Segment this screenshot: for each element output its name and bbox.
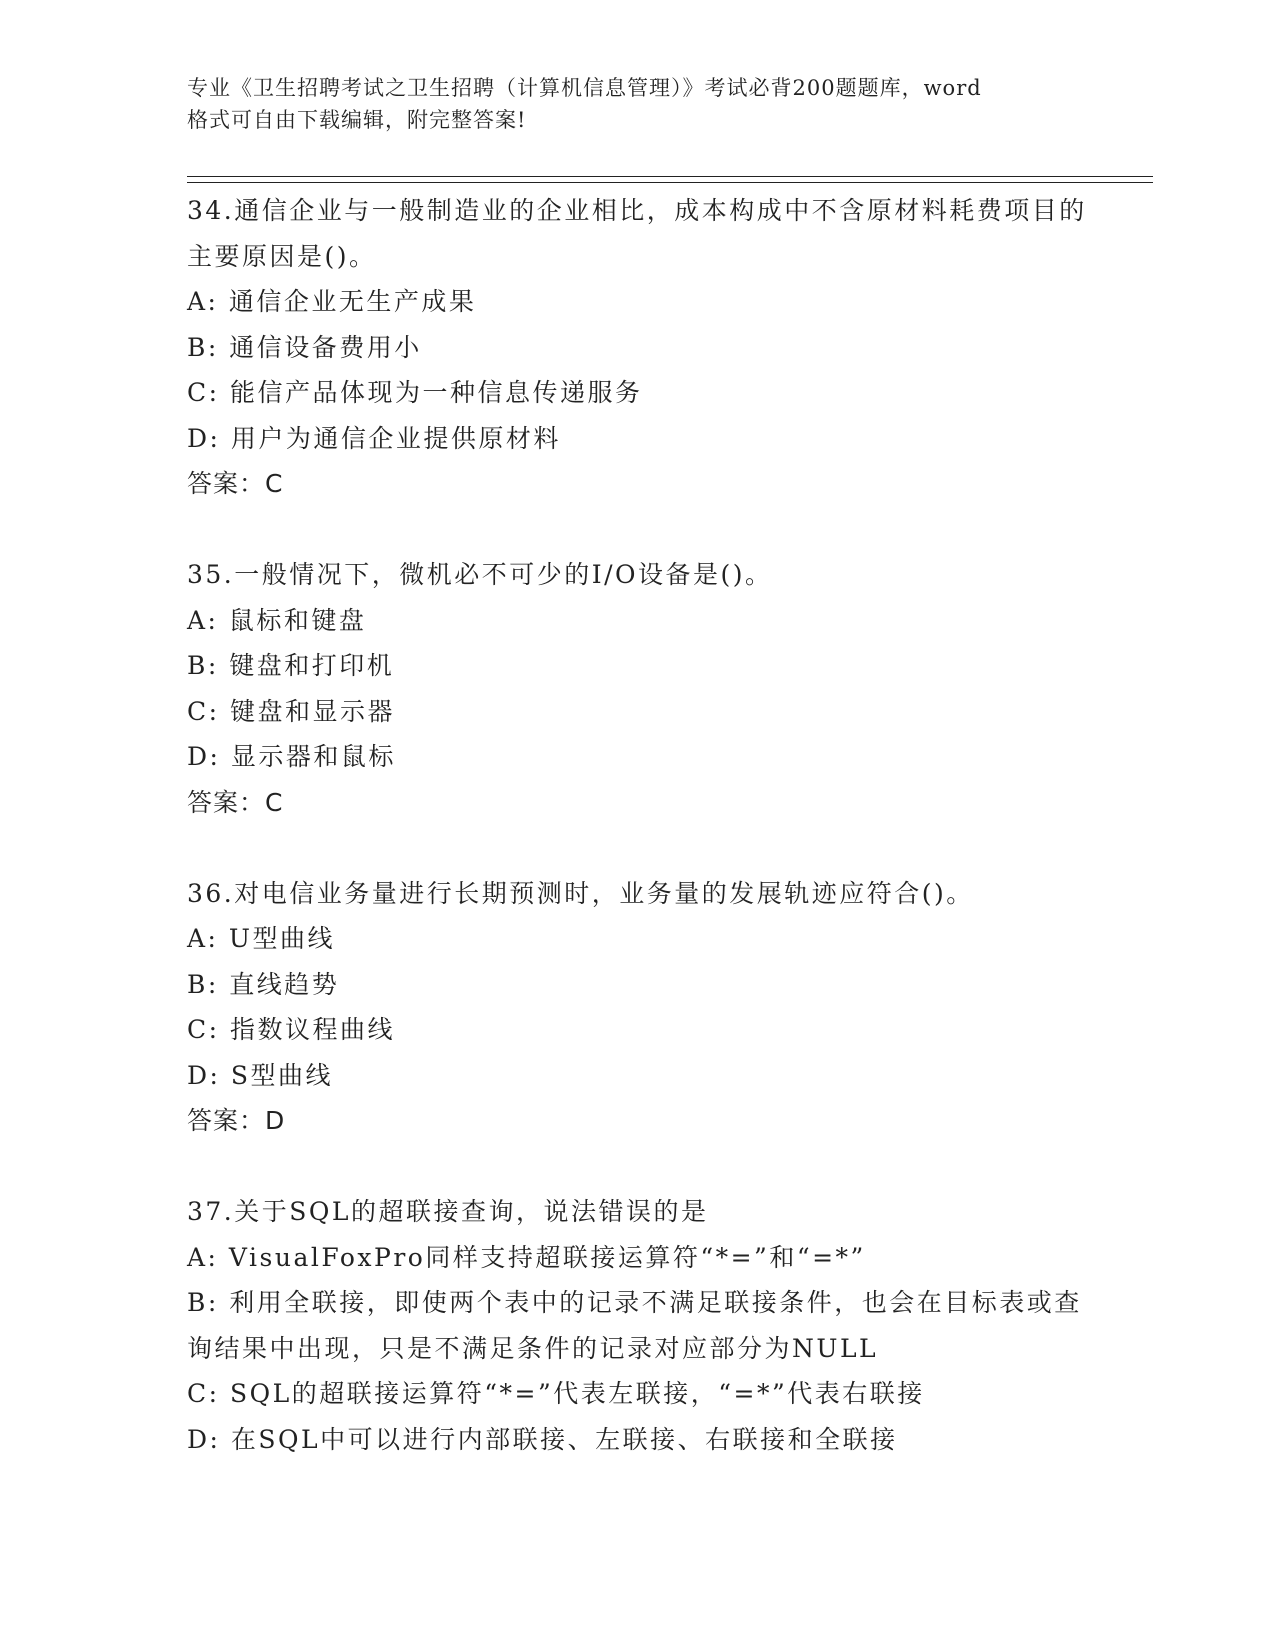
option-d: D: 显示器和鼠标: [187, 742, 396, 771]
intro-line-1: 专业《卫生招聘考试之卫生招聘（计算机信息管理）》考试必背200题题库，word: [187, 76, 982, 100]
answer-label: 答案：D: [187, 1106, 286, 1135]
option-c: C: 能信产品体现为一种信息传递服务: [187, 378, 643, 407]
option-a: A: VisualFoxPro同样支持超联接运算符“*=”和“=*”: [187, 1242, 866, 1272]
question-list: [187, 188, 1087, 1508]
option-b: B: 键盘和打印机: [187, 651, 395, 680]
option-c: C: 指数议程曲线: [187, 1015, 395, 1044]
option-c: C: SQL的超联接运算符“*=”代表左联接，“=*”代表右联接: [187, 1379, 925, 1408]
option-c: C: 键盘和显示器: [187, 696, 395, 726]
option-a: A: 通信企业无生产成果: [187, 287, 477, 316]
question-stem: 34.通信企业与一般制造业的企业相比，成本构成中不含原材料耗费项目的主要原因是()。: [187, 196, 1087, 271]
question-stem: 36.对电信业务量进行长期预测时，业务量的发展轨迹应符合()。: [187, 878, 974, 908]
option-b: B: 利用全联接，即使两个表中的记录不满足联接条件，也会在目标表或查询结果中出现，只是不满足条件的记录对应部分为NULL: [187, 1288, 1082, 1363]
header-divider-top: [187, 176, 1153, 177]
question-stem: 37.关于SQL的超联接查询，说法错误的是: [187, 1197, 709, 1226]
answer-label: 答案：C: [187, 469, 284, 498]
option-d: D: 用户为通信企业提供原材料: [187, 423, 561, 453]
answer-label: 答案：C: [187, 787, 284, 817]
option-a: A: U型曲线: [187, 924, 335, 953]
question-37: [187, 1189, 1087, 1462]
question-34: [187, 188, 1087, 507]
option-b: B: 直线趋势: [187, 969, 340, 999]
intro-line-2: 格式可自由下载编辑，附完整答案!: [187, 108, 527, 132]
option-d: D: S型曲线: [187, 1060, 334, 1090]
header-divider-bottom: [187, 182, 1153, 183]
question-stem: 35.一般情况下，微机必不可少的I/O设备是()。: [187, 560, 773, 589]
option-a: A: 鼠标和键盘: [187, 605, 367, 635]
question-36: [187, 871, 1087, 1144]
document-intro: [187, 72, 1087, 136]
question-35: [187, 552, 1087, 825]
option-b: B: 通信设备费用小: [187, 332, 422, 362]
option-d: D: 在SQL中可以进行内部联接、左联接、右联接和全联接: [187, 1424, 898, 1454]
